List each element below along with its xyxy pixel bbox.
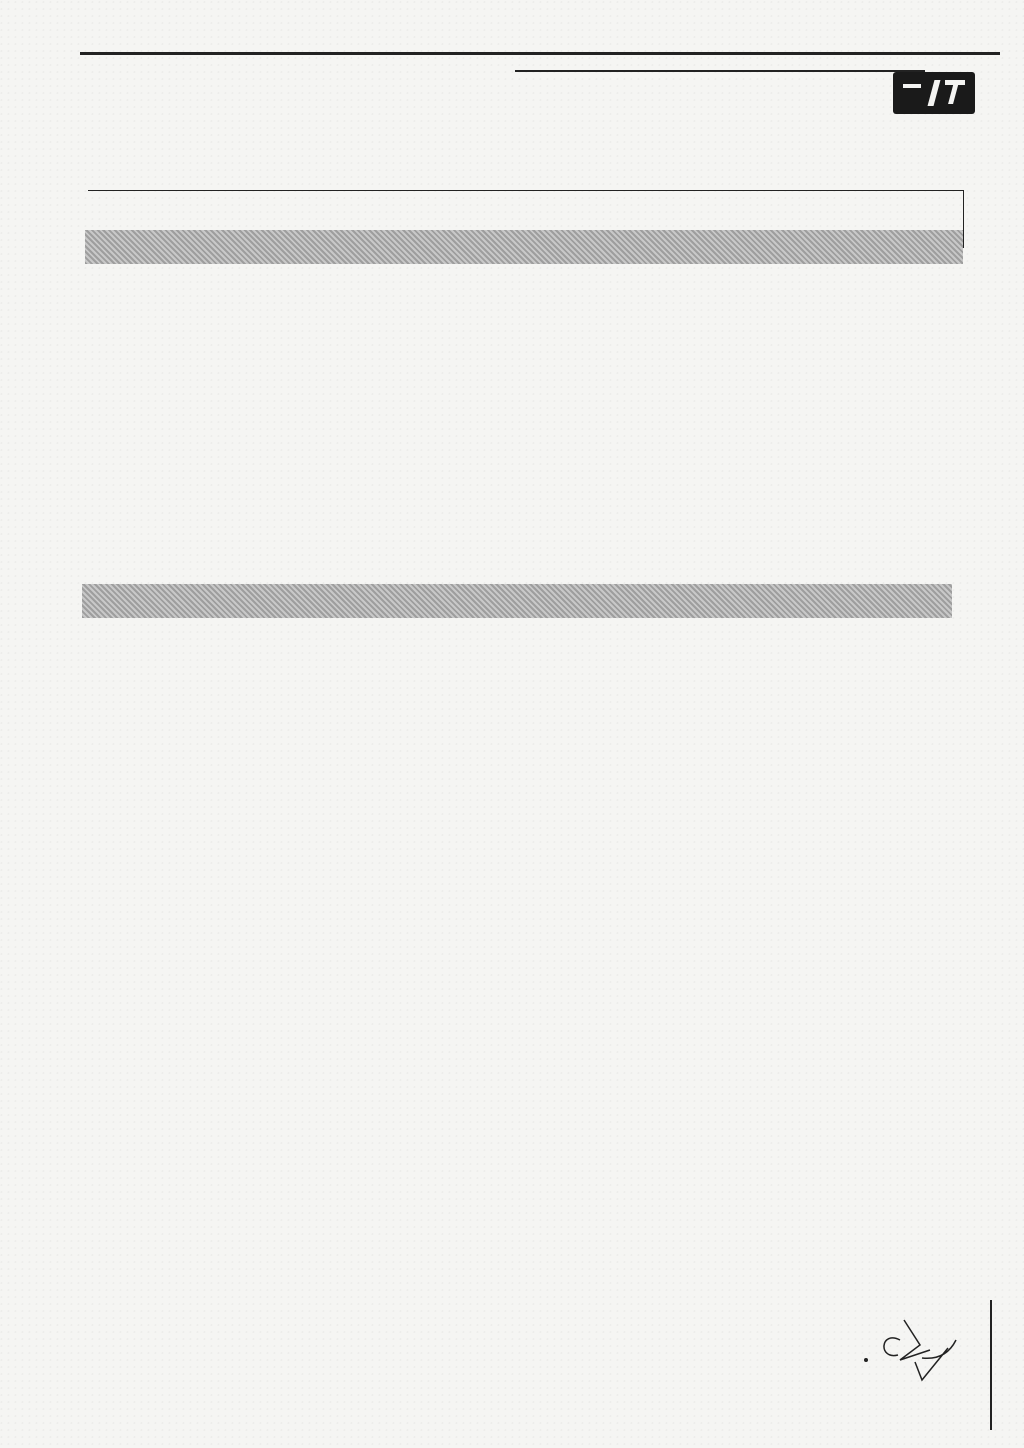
section2-banner [82, 584, 952, 618]
signature-mark [860, 1300, 970, 1390]
section1-banner [85, 230, 963, 264]
addr-rule [88, 190, 964, 191]
addr-box-right [963, 190, 964, 248]
top-rule [80, 52, 1000, 55]
header-rule [515, 70, 925, 72]
right-edge-rule [990, 1300, 992, 1430]
stamp-logo [893, 72, 975, 114]
